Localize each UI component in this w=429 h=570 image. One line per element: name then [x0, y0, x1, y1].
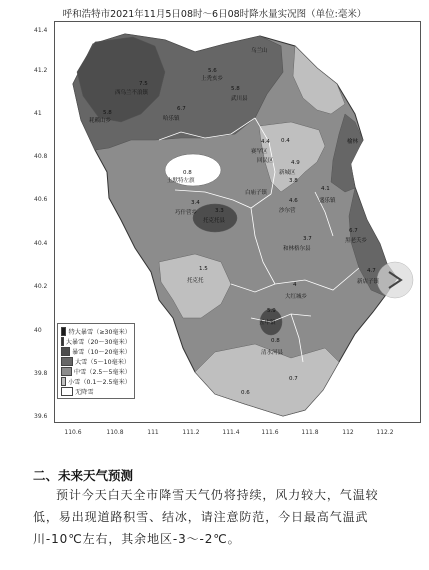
station-huimin: 回民区	[257, 158, 274, 164]
legend-swatch	[61, 387, 73, 396]
station-haolaishan-value: 5.8	[103, 110, 112, 116]
station-dantaizi-value: 0.7	[289, 376, 298, 382]
station-baimiao: 白庙子镇	[245, 190, 268, 196]
station-shengle: 盛乐镇	[319, 198, 336, 204]
station-wushen: 五申镇	[259, 320, 276, 326]
station-qiaoshi-value: 3.4	[191, 200, 200, 206]
station-haolaishan: 耗赖山乡	[89, 118, 112, 124]
station-dahongcheng: 大红城乡	[285, 294, 308, 300]
legend-label: 无降雪	[75, 388, 94, 396]
station-yulin: 榆林	[347, 139, 359, 145]
station-xiwulan-value: 7.5	[139, 81, 148, 87]
station-wuchuan: 武川县	[231, 96, 248, 102]
forecast-paragraph: 预计今天白天全市降雪天气仍将持续，风力较大，气温较低，易出现道路积雪、结冰，请注意防范，今日最高气温武川-10℃左右，其余地区-3～-2℃。	[33, 488, 379, 546]
x-tick: 111	[147, 429, 159, 436]
legend-label: 大雪（5～10毫米）	[75, 358, 131, 366]
legend-label: 小雪（0.1～2.5毫米）	[68, 378, 131, 386]
y-tick: 40.2	[34, 283, 48, 290]
station-xincheng: 新城区	[279, 170, 296, 176]
station-shaerying-value: 4.6	[289, 198, 298, 204]
legend-item	[61, 366, 131, 376]
x-tick: 111.2	[182, 429, 200, 436]
station-tuoketuoxian-value: 3.3	[215, 208, 224, 214]
x-tick: 112	[342, 429, 354, 436]
station-tumote-value: 0.8	[183, 170, 192, 176]
legend-label: 暴雪（10～20毫米）	[71, 348, 131, 356]
x-tick: 112.2	[376, 429, 394, 436]
station-xiwulan: 西乌兰不浪镇	[115, 90, 149, 96]
y-tick: 40.6	[34, 196, 48, 203]
legend-item	[61, 376, 131, 386]
section-heading: 二、未来天气预测	[33, 468, 134, 483]
station-shangtuhai: 上秃亥乡	[201, 76, 224, 82]
y-tick: 39.6	[34, 413, 48, 420]
station-baimiao-value: 3.8	[289, 178, 298, 184]
y-tick: 41.4	[34, 27, 48, 34]
station-hale: 哈乐镇	[163, 116, 180, 122]
station-qiaoshi: 巧什营乡	[175, 210, 198, 216]
station-tumote: 土默特左旗	[167, 178, 195, 184]
legend-swatch	[61, 357, 73, 366]
legend-swatch	[61, 327, 66, 336]
station-dahongcheng-value: 4	[293, 282, 297, 288]
station-helinge: 和林格尔县	[283, 246, 311, 252]
legend-item	[61, 346, 131, 356]
legend-item	[61, 386, 131, 396]
station-tuoketuoxian: 托克托县	[203, 218, 226, 224]
station-tuoketuo: 托克托	[187, 278, 204, 284]
legend-swatch	[61, 377, 66, 386]
station-heilaoyao-value: 6.7	[349, 228, 358, 234]
x-tick: 110.8	[106, 429, 124, 436]
station-wushen-value: 5.9	[267, 308, 276, 314]
station-wuchuan-value: 5.8	[231, 86, 240, 92]
legend	[57, 323, 135, 399]
y-tick: 41	[34, 110, 42, 117]
legend-label: 特大暴雪（≥30毫米）	[68, 328, 131, 336]
x-tick: 111.4	[222, 429, 240, 436]
x-tick: 111.6	[261, 429, 279, 436]
legend-swatch	[61, 367, 72, 376]
station-saihan-value: 4.4	[261, 139, 270, 145]
station-wulanshan: 乌兰山	[251, 48, 268, 54]
y-tick: 40.8	[34, 153, 48, 160]
station-xindianzi: 新店子镇	[357, 279, 380, 285]
legend-item	[61, 356, 131, 366]
legend-swatch	[61, 337, 64, 346]
legend-label: 中雪（2.5～5毫米）	[73, 368, 131, 376]
station-hale-value: 6.7	[177, 106, 186, 112]
station-xindianzi-value: 4.7	[367, 268, 376, 274]
y-tick: 41.2	[34, 67, 48, 74]
station-heilaoyao: 黑老夭乡	[345, 238, 368, 244]
x-tick: 110.6	[64, 429, 82, 436]
station-tuoketuo-value: 1.5	[199, 266, 208, 272]
station-qingshuihe-value: 0.8	[271, 338, 280, 344]
legend-swatch	[61, 347, 70, 356]
legend-item	[61, 336, 131, 346]
station-xincheng-value: 4.9	[291, 160, 300, 166]
legend-label: 大暴雪（20～30毫米）	[65, 338, 131, 346]
x-tick: 111.8	[301, 429, 319, 436]
station-laoniuwan-value: 0.6	[241, 390, 250, 396]
station-shaerying: 沙尔营	[279, 208, 296, 214]
station-baohe-value: 0.4	[281, 138, 290, 144]
y-tick: 40	[34, 327, 42, 334]
station-helinge-value: 3.7	[303, 236, 312, 242]
map-title: 呼和浩特市2021年11月5日08时～6日08时降水量实况图（单位:毫米）	[62, 9, 367, 20]
station-shangtuhai-value: 5.6	[208, 68, 217, 74]
y-tick: 39.8	[34, 370, 48, 377]
station-saihan: 赛罕区	[251, 149, 268, 155]
station-qingshuihe: 清水河县	[261, 350, 284, 356]
station-shengle-value: 4.1	[321, 186, 330, 192]
legend-item	[61, 326, 131, 336]
y-tick: 40.4	[34, 240, 48, 247]
